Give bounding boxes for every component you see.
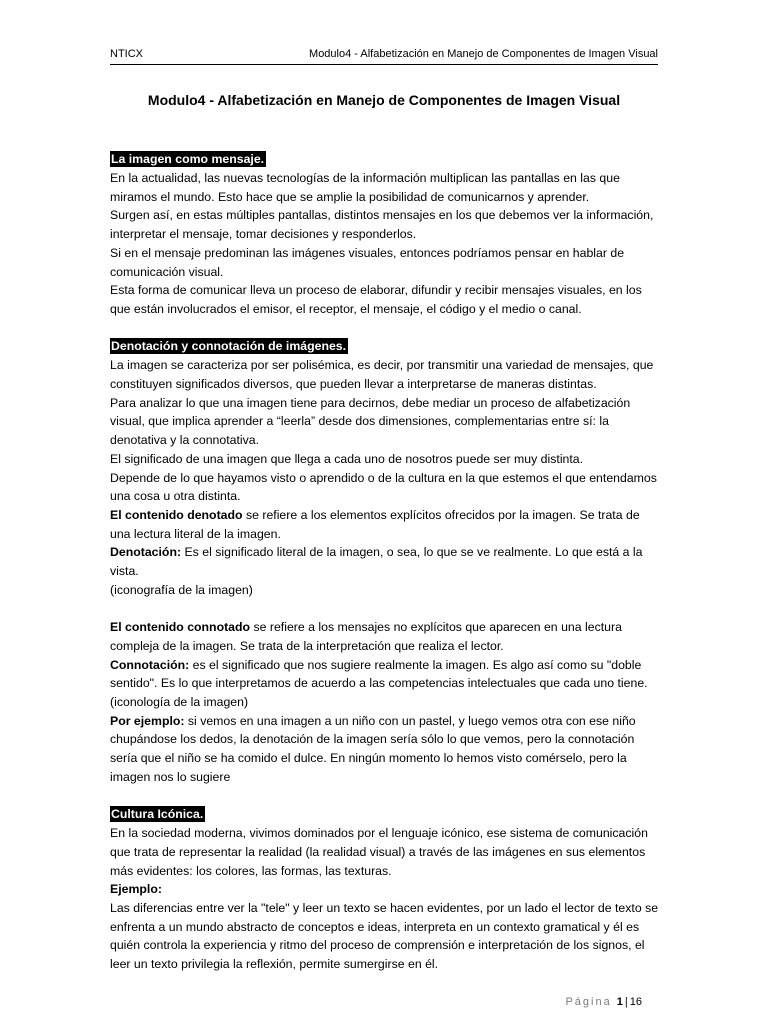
paragraph: (iconografía de la imagen) [110, 582, 253, 597]
footer-label: Página [565, 996, 612, 1008]
header-left: NTICX [110, 48, 143, 60]
paragraph: Depende de lo que hayamos visto o aprendido o de la cultura en la que estemos el que entendamos una cosa u otra distinta. [110, 470, 657, 504]
footer-separator: | [624, 996, 628, 1008]
header-right: Modulo4 - Alfabetización en Manejo de Componentes de Imagen Visual [309, 48, 658, 60]
section-heading: La imagen como mensaje. [111, 152, 265, 166]
paragraph: Ejemplo: [110, 882, 162, 897]
page-footer [565, 996, 642, 1008]
paragraph: En la sociedad moderna, vivimos dominados por el lenguaje icónico, ese sistema de comunicación que trata de representar la realidad (la realidad visual) a través de las imágenes en sus elementos más evidentes: los colores, las formas, las texturas. [110, 826, 648, 878]
section-cultura-iconica [110, 805, 662, 974]
paragraph: El significado de una imagen que llega a cada uno de nosotros puede ser muy distinta. [110, 451, 584, 466]
paragraph: El contenido denotado se refiere a los elementos explícitos ofrecidos por la imagen. Se trata de una lectura literal de la imagen. [110, 507, 640, 541]
paragraph: Surgen así, en estas múltiples pantallas, distintos mensajes en los que debemos ver la información, interpretar el mensaje, tomar decisiones y responderlos. [110, 208, 654, 242]
term-bold: Por ejemplo: [110, 713, 185, 728]
paragraph: La imagen se caracteriza por ser polisémica, es decir, por transmitir una variedad de mensajes, que constituyen significados diversos, que pueden llevar a interpretarse de maneras distintas. [110, 358, 654, 392]
page-number: 1 [616, 996, 623, 1008]
section-denotacion-connotacion [110, 337, 662, 786]
section-heading: Cultura Icónica. [111, 807, 204, 822]
document-body [110, 150, 662, 974]
term-bold: Connotación: [110, 657, 190, 672]
paragraph: El contenido connotado se refiere a los mensajes no explícitos que aparecen en una lectura compleja de la imagen. Se trata de la interpretación que realiza el lector. [110, 620, 622, 653]
paragraph: Connotación: es el significado que nos sugiere realmente la imagen. Es algo así como su "doble sentido". Es lo que interpretamos de acuerdo a las competencias intelectuales que cada uno tiene. [110, 657, 648, 691]
page-header [110, 44, 658, 65]
term-bold: El contenido connotado [110, 620, 251, 635]
paragraph: En la actualidad, las nuevas tecnologías de la información multiplican las pantallas en las que miramos el mundo. Esto hace que se amplie la posibilidad de comunicarnos y aprender. [110, 171, 620, 204]
paragraph: Si en el mensaje predominan las imágenes visuales, entonces podríamos pensar en hablar de comunicación visual. [110, 245, 625, 279]
paragraph: Esta forma de comunicar lleva un proceso de elaborar, difundir y recibir mensajes visuales, en los que están involucrados el emisor, el receptor, el mensaje, el código y el medio o canal. [110, 283, 642, 316]
paragraph: Para analizar lo que una imagen tiene para decirnos, debe mediar un proceso de alfabetización visual, que implica aprender a “leerla” desde dos dimensiones, complementarias entre sí: la denotativa y la connotativa. [110, 395, 631, 448]
paragraph: Por ejemplo: si vemos en una imagen a un niño con un pastel, y luego vemos otra con ese niño chupándose los dedos, la denotación de la imagen sería sólo lo que vemos, pero la connotación sería que el niño se ha comido el dulce. En ningún momento lo hemos visto comérselo, pero la imagen nos lo sugiere [110, 713, 636, 784]
paragraph: Denotación: Es el significado literal de la imagen, o sea, lo que se ve realmente. Lo que está a la vista. [110, 545, 643, 579]
document-title: Modulo4 - Alfabetización en Manejo de Componentes de Imagen Visual [147, 92, 621, 108]
term-bold: El contenido denotado [110, 507, 243, 522]
section-imagen-mensaje [110, 150, 662, 319]
paragraph: Las diferencias entre ver la "tele" y leer un texto se hacen evidentes, por un lado el lector de texto se enfrenta a un mundo abstracto de conceptos e ideas, interpreta en un contexto gramatical y él es quién controla la experiencia y ritmo del proceso de comprensión e interpretación de los signos, el leer un texto privilegia la reflexión, permite sumergirse en él. [110, 900, 659, 972]
term-bold: Denotación: [110, 545, 182, 560]
section-heading: Denotación y connotación de imágenes. [111, 339, 347, 354]
page-total: 16 [629, 996, 642, 1008]
paragraph: (iconología de la imagen) [110, 694, 249, 709]
